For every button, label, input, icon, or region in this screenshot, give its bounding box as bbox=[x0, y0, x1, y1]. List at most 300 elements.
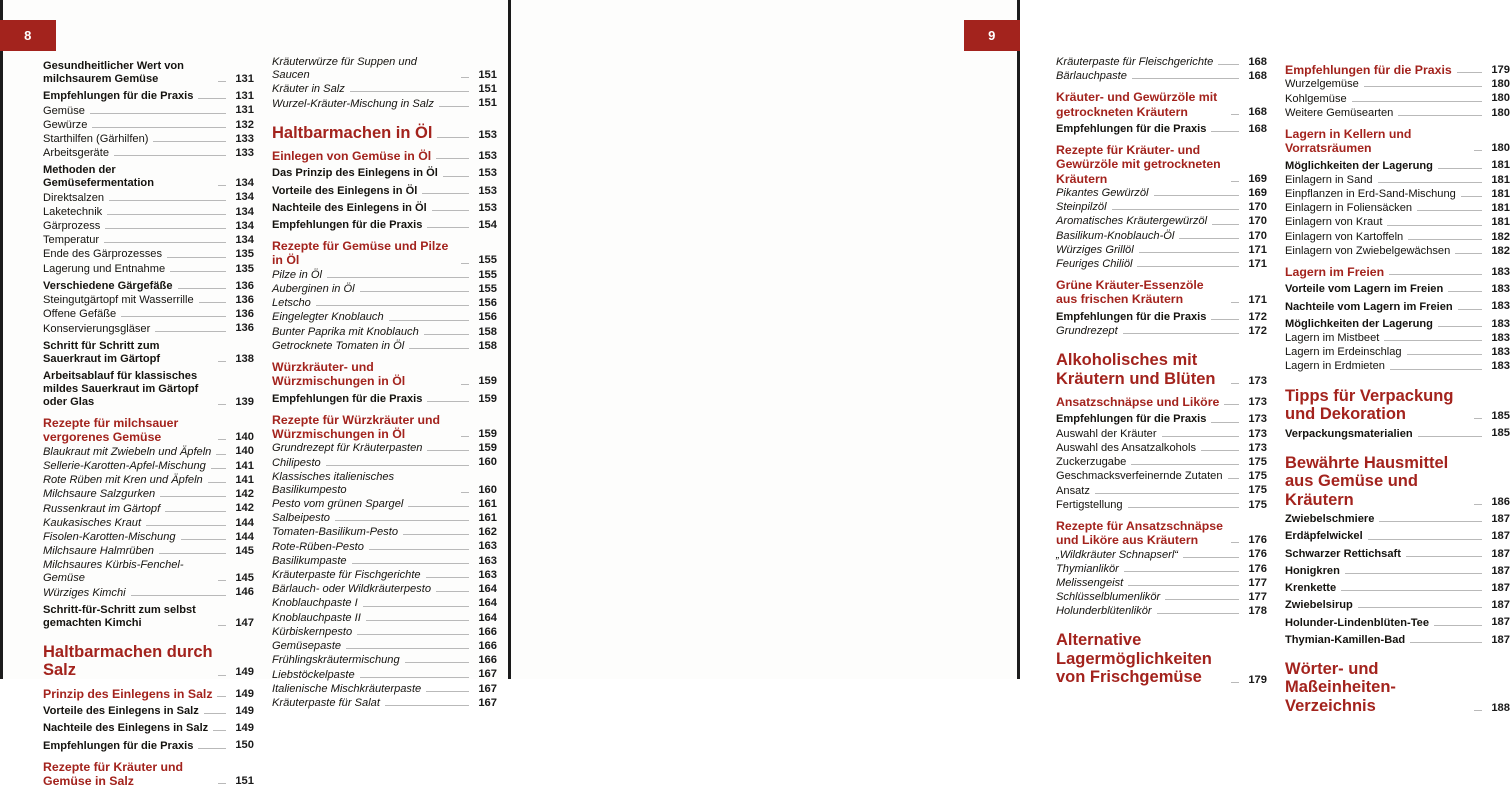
toc-leader-line bbox=[104, 241, 226, 243]
toc-page-number: 167 bbox=[478, 668, 497, 681]
toc-entry-item[interactable] bbox=[1056, 470, 1267, 483]
toc-entry-recipe[interactable] bbox=[272, 668, 497, 681]
toc-leader-line bbox=[1461, 195, 1482, 197]
toc-page-number: 164 bbox=[478, 611, 497, 624]
toc-entry-title: Rezepte für Kräuter und Gemüse in Salz bbox=[43, 759, 184, 788]
toc-entry-section[interactable] bbox=[272, 413, 497, 442]
toc-entry-chapter[interactable] bbox=[43, 643, 254, 680]
toc-entry-title: Rote Rüben mit Kren und Äpfeln bbox=[43, 474, 203, 487]
toc-page-number: 159 bbox=[478, 428, 497, 440]
toc-entry-section[interactable] bbox=[1056, 143, 1267, 186]
toc-entry-sub[interactable] bbox=[1285, 318, 1510, 331]
toc-entry-item[interactable] bbox=[1285, 245, 1510, 258]
toc-leader-line bbox=[1154, 194, 1240, 196]
toc-entry-recipe[interactable] bbox=[272, 442, 497, 455]
toc-page-number: 145 bbox=[235, 572, 254, 585]
toc-entry-recipe[interactable] bbox=[43, 559, 254, 585]
toc-entry-item[interactable] bbox=[1285, 107, 1510, 120]
toc-entry-item[interactable] bbox=[1285, 174, 1510, 187]
toc-entry-recipe[interactable] bbox=[43, 531, 254, 544]
toc-entry-section[interactable] bbox=[43, 760, 254, 789]
toc-page-number: 187 bbox=[1491, 599, 1510, 612]
toc-page-number: 187 bbox=[1491, 581, 1510, 594]
toc-page-number: 163 bbox=[478, 540, 497, 553]
toc-entry-title: Einlegen von Gemüse in Öl bbox=[272, 149, 432, 164]
toc-page-number: 136 bbox=[235, 322, 254, 335]
toc-page-number: 151 bbox=[478, 83, 497, 96]
toc-entry-title: Klassisches italienisches Basilikumpesto bbox=[272, 470, 395, 496]
toc-leader-line bbox=[405, 661, 469, 663]
toc-entry-title: Wurzel-Kräuter-Mischung in Salz bbox=[272, 97, 434, 110]
toc-entry-title: Tipps für Verpackung und Dekoration bbox=[1285, 386, 1454, 423]
toc-entry-recipe[interactable] bbox=[1056, 230, 1267, 243]
toc-entry-sub[interactable] bbox=[1285, 565, 1510, 578]
toc-entry-item[interactable] bbox=[1056, 499, 1267, 512]
toc-entry-sub[interactable] bbox=[43, 90, 254, 103]
toc-entry-recipe[interactable] bbox=[272, 612, 497, 625]
toc-entry-title: Bärlauch- oder Wildkräuterpesto bbox=[272, 583, 431, 596]
toc-leader-line bbox=[218, 360, 226, 362]
toc-leader-line bbox=[360, 290, 469, 292]
toc-entry-sub[interactable] bbox=[1056, 311, 1267, 324]
toc-entry-sub[interactable] bbox=[43, 604, 254, 630]
toc-entry-title: Empfehlungen für die Praxis bbox=[43, 90, 194, 103]
toc-entry-sub[interactable] bbox=[1285, 283, 1510, 296]
toc-entry-sub[interactable] bbox=[1285, 159, 1510, 172]
toc-entry-title: Kräuterpaste für Fischgerichte bbox=[272, 569, 421, 582]
toc-page-number: 135 bbox=[235, 262, 254, 275]
toc-entry-section[interactable] bbox=[272, 149, 497, 163]
toc-entry-title: Rezepte für Würzkräuter und Würzmischungen in Öl bbox=[272, 412, 441, 441]
toc-page-number: 180 bbox=[1491, 92, 1510, 105]
toc-entry-recipe[interactable] bbox=[272, 697, 497, 710]
toc-entry-recipe[interactable] bbox=[272, 512, 497, 525]
toc-entry-recipe[interactable] bbox=[43, 545, 254, 558]
toc-leader-line bbox=[1410, 641, 1482, 643]
toc-entry-sub[interactable] bbox=[1285, 300, 1510, 313]
toc-entry-title: Gemüse bbox=[43, 104, 85, 117]
toc-page-number: 179 bbox=[1248, 673, 1267, 686]
toc-page-number: 131 bbox=[235, 104, 254, 117]
toc-page-number: 186 bbox=[1491, 495, 1510, 508]
toc-entry-title: Lagern im Mistbeet bbox=[1285, 331, 1380, 344]
toc-entry-recipe[interactable] bbox=[272, 471, 497, 497]
toc-page-number: 175 bbox=[1248, 470, 1267, 483]
toc-entry-item[interactable] bbox=[43, 191, 254, 204]
toc-entry-section[interactable] bbox=[1056, 519, 1267, 548]
toc-leader-line bbox=[213, 729, 226, 731]
toc-entry-recipe[interactable] bbox=[272, 56, 497, 82]
toc-leader-line bbox=[352, 562, 469, 564]
toc-entry-title: Basilikum-Knoblauch-Öl bbox=[1056, 229, 1175, 242]
toc-leader-line bbox=[160, 495, 226, 497]
toc-entry-section[interactable] bbox=[43, 687, 254, 701]
toc-entry-item[interactable] bbox=[1056, 484, 1267, 497]
toc-entry-chapter[interactable] bbox=[272, 124, 497, 142]
toc-entry-recipe[interactable] bbox=[272, 498, 497, 511]
toc-entry-recipe[interactable] bbox=[1056, 577, 1267, 590]
toc-entry-recipe[interactable] bbox=[1056, 187, 1267, 200]
toc-leader-line bbox=[461, 262, 469, 264]
toc-entry-recipe[interactable] bbox=[43, 488, 254, 501]
toc-entry-recipe[interactable] bbox=[272, 297, 497, 310]
toc-leader-line bbox=[1438, 167, 1482, 169]
toc-entry-recipe[interactable] bbox=[272, 597, 497, 610]
toc-entry-title: Methoden der Gemüsefermentation bbox=[43, 164, 154, 190]
toc-page-number: 131 bbox=[235, 90, 254, 103]
toc-entry-recipe[interactable] bbox=[272, 640, 497, 653]
toc-entry-sub[interactable] bbox=[272, 202, 497, 215]
toc-page-number: 134 bbox=[235, 191, 254, 204]
toc-entry-section[interactable] bbox=[1056, 90, 1267, 119]
toc-entry-section[interactable] bbox=[1056, 395, 1267, 409]
toc-entry-title: Knoblauchpaste I bbox=[272, 597, 358, 610]
toc-entry-item[interactable] bbox=[1056, 442, 1267, 455]
toc-entry-item[interactable] bbox=[1285, 332, 1510, 345]
toc-entry-recipe[interactable] bbox=[272, 456, 497, 469]
toc-leader-line bbox=[357, 633, 469, 635]
toc-entry-title: Krenkette bbox=[1285, 582, 1337, 595]
toc-entry-title: Kräuterpaste für Fleischgerichte bbox=[1056, 56, 1214, 69]
toc-entry-item[interactable] bbox=[1285, 231, 1510, 244]
toc-entry-recipe[interactable] bbox=[272, 683, 497, 696]
toc-leader-line bbox=[409, 347, 469, 349]
toc-leader-line bbox=[436, 590, 469, 592]
toc-entry-section[interactable] bbox=[272, 360, 497, 389]
toc-entry-recipe[interactable] bbox=[272, 269, 497, 282]
toc-entry-section[interactable] bbox=[1056, 278, 1267, 307]
toc-leader-line bbox=[159, 552, 226, 554]
toc-entry-title: Arbeitsgeräte bbox=[43, 147, 109, 160]
toc-entry-sub[interactable] bbox=[43, 370, 254, 409]
toc-page-number: 169 bbox=[1248, 186, 1267, 199]
toc-entry-title: Zwiebelschmiere bbox=[1285, 513, 1375, 526]
toc-entry-item[interactable] bbox=[1285, 216, 1510, 229]
toc-page-number: 154 bbox=[478, 218, 497, 231]
toc-entry-title: Steinpilzöl bbox=[1056, 201, 1107, 214]
toc-page-number: 168 bbox=[1248, 105, 1267, 118]
toc-entry-title: Letscho bbox=[272, 297, 311, 310]
toc-entry-item[interactable] bbox=[43, 248, 254, 261]
toc-entry-item[interactable] bbox=[43, 119, 254, 132]
toc-entry-chapter[interactable] bbox=[1285, 387, 1510, 424]
toc-entry-sub[interactable] bbox=[1285, 634, 1510, 647]
toc-page-number: 145 bbox=[235, 545, 254, 558]
toc-page-number: 149 bbox=[235, 666, 254, 679]
toc-entry-chapter[interactable] bbox=[1285, 660, 1510, 715]
toc-page-number: 168 bbox=[1248, 56, 1267, 68]
toc-entry-sub[interactable] bbox=[1056, 413, 1267, 426]
toc-leader-line bbox=[1398, 114, 1482, 116]
toc-page-number: 144 bbox=[235, 516, 254, 529]
toc-entry-title: Einlagern in Sand bbox=[1285, 173, 1373, 186]
toc-entry-item[interactable] bbox=[1285, 360, 1510, 373]
toc-page-number: 153 bbox=[478, 150, 497, 163]
toc-entry-title: Schwarzer Rettichsaft bbox=[1285, 547, 1401, 560]
toc-leader-line bbox=[360, 676, 469, 678]
toc-leader-line bbox=[1474, 149, 1482, 151]
toc-entry-section[interactable] bbox=[43, 416, 254, 445]
toc-leader-line bbox=[426, 690, 469, 692]
toc-entry-chapter[interactable] bbox=[1285, 454, 1510, 509]
toc-entry-sub[interactable] bbox=[272, 185, 497, 198]
toc-entry-recipe[interactable] bbox=[1056, 258, 1267, 271]
toc-page-number: 163 bbox=[478, 568, 497, 581]
toc-entry-recipe[interactable] bbox=[272, 569, 497, 582]
toc-leader-line bbox=[92, 126, 226, 128]
toc-entry-sub[interactable] bbox=[1285, 599, 1510, 612]
toc-leader-line bbox=[1457, 71, 1482, 73]
toc-entry-sub[interactable] bbox=[1285, 548, 1510, 561]
toc-page-number: 156 bbox=[478, 311, 497, 324]
toc-entry-sub[interactable] bbox=[272, 219, 497, 232]
toc-entry-sub[interactable] bbox=[1285, 616, 1510, 629]
toc-entry-recipe[interactable] bbox=[272, 626, 497, 639]
toc-leader-line bbox=[427, 226, 469, 228]
toc-entry-sub[interactable] bbox=[1285, 582, 1510, 595]
toc-entry-item[interactable] bbox=[1056, 428, 1267, 441]
toc-entry-item[interactable] bbox=[1285, 78, 1510, 91]
toc-entry-sub[interactable] bbox=[43, 164, 254, 190]
toc-entry-recipe[interactable] bbox=[1056, 563, 1267, 576]
toc-leader-line bbox=[216, 453, 226, 455]
toc-page-number: 170 bbox=[1248, 215, 1267, 228]
toc-entry-title: Prinzip des Einlegens in Salz bbox=[43, 686, 213, 701]
toc-leader-line bbox=[1095, 492, 1239, 494]
toc-entry-recipe[interactable] bbox=[43, 586, 254, 599]
toc-entry-recipe[interactable] bbox=[1056, 548, 1267, 561]
toc-leader-line bbox=[1358, 606, 1482, 608]
toc-entry-item[interactable] bbox=[43, 220, 254, 233]
toc-entry-sub[interactable] bbox=[1285, 513, 1510, 526]
toc-entry-recipe[interactable] bbox=[272, 340, 497, 353]
toc-entry-section[interactable] bbox=[1285, 265, 1510, 279]
toc-entry-title: Kräuterpaste für Salat bbox=[272, 697, 380, 710]
toc-page-number: 173 bbox=[1248, 374, 1267, 387]
toc-leader-line bbox=[107, 213, 226, 215]
toc-entry-item[interactable] bbox=[43, 322, 254, 335]
toc-leader-line bbox=[155, 330, 226, 332]
toc-entry-title: Empfehlungen für die Praxis bbox=[1056, 310, 1207, 323]
toc-entry-recipe[interactable] bbox=[1056, 244, 1267, 257]
toc-entry-title: Grundrezept für Kräuterpasten bbox=[272, 442, 423, 455]
toc-leader-line bbox=[1364, 85, 1482, 87]
toc-entry-item[interactable] bbox=[43, 147, 254, 160]
toc-page-number: 177 bbox=[1248, 591, 1267, 604]
toc-entry-recipe[interactable] bbox=[272, 555, 497, 568]
toc-page-number: 181 bbox=[1491, 187, 1510, 200]
toc-leader-line bbox=[389, 319, 469, 321]
toc-entry-title: Empfehlungen für die Praxis bbox=[272, 392, 423, 405]
toc-entry-recipe[interactable] bbox=[272, 540, 497, 553]
toc-entry-title: Bewährte Hausmittel aus Gemüse und Kräutern bbox=[1285, 453, 1449, 509]
toc-entry-title: Steingutgärtopf mit Wasserrille bbox=[43, 294, 194, 307]
folio-badge-left: 8 bbox=[0, 20, 56, 51]
toc-entry-item[interactable] bbox=[1285, 202, 1510, 215]
toc-entry-title: Pikantes Gewürzöl bbox=[1056, 187, 1149, 200]
toc-page-number: 183 bbox=[1491, 300, 1510, 313]
toc-entry-sub[interactable] bbox=[272, 167, 497, 180]
toc-entry-recipe[interactable] bbox=[1056, 605, 1267, 618]
toc-page-number: 176 bbox=[1248, 548, 1267, 561]
toc-entry-recipe[interactable] bbox=[43, 445, 254, 458]
toc-entry-sub[interactable] bbox=[43, 722, 254, 735]
toc-leader-line bbox=[408, 505, 469, 507]
toc-leader-line bbox=[1474, 709, 1482, 711]
toc-entry-recipe[interactable] bbox=[272, 83, 497, 96]
toc-page-number: 132 bbox=[235, 118, 254, 131]
toc-page-number: 170 bbox=[1248, 201, 1267, 214]
toc-entry-item[interactable] bbox=[1285, 92, 1510, 105]
toc-entry-recipe[interactable] bbox=[1056, 325, 1267, 338]
toc-leader-line bbox=[432, 209, 469, 211]
toc-page-number: 181 bbox=[1491, 159, 1510, 172]
toc-entry-recipe[interactable] bbox=[43, 460, 254, 473]
toc-entry-title: Schlüsselblumenlikör bbox=[1056, 591, 1161, 604]
toc-page-number: 147 bbox=[235, 616, 254, 629]
toc-leader-line bbox=[1218, 63, 1239, 65]
toc-entry-title: Gewürze bbox=[43, 118, 88, 131]
toc-leader-line bbox=[121, 315, 226, 317]
toc-entry-recipe[interactable] bbox=[272, 583, 497, 596]
toc-leader-line bbox=[198, 747, 226, 749]
toc-entry-sub[interactable] bbox=[1285, 530, 1510, 543]
toc-entry-title: Rezepte für milchsauer vergorenes Gemüse bbox=[43, 415, 179, 445]
toc-leader-line bbox=[1378, 181, 1482, 183]
toc-leader-line bbox=[218, 403, 226, 405]
toc-entry-recipe[interactable] bbox=[272, 97, 497, 110]
toc-entry-recipe[interactable] bbox=[1056, 70, 1267, 83]
toc-entry-title: Basilikumpaste bbox=[272, 554, 347, 567]
toc-entry-item[interactable] bbox=[1285, 346, 1510, 359]
toc-entry-recipe[interactable] bbox=[272, 526, 497, 539]
toc-entry-item[interactable] bbox=[43, 234, 254, 247]
toc-page-number: 142 bbox=[235, 502, 254, 515]
toc-entry-section[interactable] bbox=[272, 239, 497, 268]
toc-entry-sub[interactable] bbox=[43, 739, 254, 752]
toc-entry-recipe[interactable] bbox=[43, 474, 254, 487]
toc-entry-title: Empfehlungen für die Praxis bbox=[1056, 413, 1207, 426]
toc-page-number: 134 bbox=[235, 234, 254, 247]
toc-entry-title: Melissengeist bbox=[1056, 576, 1124, 589]
toc-entry-title: Haltbarmachen durch Salz bbox=[43, 642, 213, 680]
toc-entry-title: Haltbarmachen in Öl bbox=[272, 123, 433, 142]
toc-page-number: 140 bbox=[235, 431, 254, 444]
toc-entry-recipe[interactable] bbox=[1056, 201, 1267, 214]
toc-page-number: 162 bbox=[478, 526, 497, 539]
toc-entry-title: Salbeipesto bbox=[272, 512, 330, 525]
toc-leader-line bbox=[167, 256, 226, 258]
toc-page-number: 181 bbox=[1491, 216, 1510, 229]
toc-leader-line bbox=[366, 619, 469, 621]
toc-entry-title: Würziges Kimchi bbox=[43, 586, 126, 599]
toc-entry-title: Geschmacksverfeinernde Zutaten bbox=[1056, 470, 1223, 483]
toc-entry-recipe[interactable] bbox=[272, 283, 497, 296]
toc-entry-recipe[interactable] bbox=[43, 502, 254, 515]
toc-entry-item[interactable] bbox=[43, 133, 254, 146]
toc-entry-title: Frühlingskräutermischung bbox=[272, 654, 400, 667]
toc-entry-title: Pesto vom grünen Spargel bbox=[272, 497, 404, 510]
toc-page-number: 176 bbox=[1248, 562, 1267, 575]
toc-entry-item[interactable] bbox=[1056, 456, 1267, 469]
toc-entry-sub[interactable] bbox=[43, 60, 254, 86]
toc-entry-item[interactable] bbox=[43, 263, 254, 276]
toc-page-number: 187 bbox=[1491, 616, 1510, 629]
toc-entry-item[interactable] bbox=[43, 308, 254, 321]
toc-leader-line bbox=[1231, 541, 1239, 543]
toc-leader-line bbox=[218, 624, 226, 626]
toc-leader-line bbox=[422, 192, 469, 194]
toc-entry-title: Würziges Grillöl bbox=[1056, 243, 1134, 256]
toc-entry-section[interactable] bbox=[1285, 63, 1510, 77]
toc-entry-title: Nachteile vom Lagern im Freien bbox=[1285, 300, 1453, 313]
toc-entry-chapter[interactable] bbox=[1056, 631, 1267, 686]
toc-page-number: 180 bbox=[1491, 78, 1510, 91]
toc-entry-recipe[interactable] bbox=[272, 311, 497, 324]
toc-entry-sub[interactable] bbox=[1056, 123, 1267, 136]
toc-entry-title: Lagern in Kellern und Vorratsräumen bbox=[1285, 126, 1412, 156]
toc-leader-line bbox=[109, 199, 226, 201]
toc-entry-item[interactable] bbox=[43, 104, 254, 117]
toc-page-number: 178 bbox=[1248, 605, 1267, 618]
toc-entry-title: Ende des Gärprozesses bbox=[43, 248, 163, 261]
page-left bbox=[3, 0, 508, 788]
toc-leader-line bbox=[1379, 520, 1482, 522]
toc-entry-recipe[interactable] bbox=[272, 326, 497, 339]
toc-entry-recipe[interactable] bbox=[1056, 591, 1267, 604]
toc-entry-sub[interactable] bbox=[272, 393, 497, 406]
toc-entry-recipe[interactable] bbox=[43, 517, 254, 530]
toc-entry-recipe[interactable] bbox=[1056, 56, 1267, 69]
toc-entry-item[interactable] bbox=[43, 206, 254, 219]
toc-entry-title: Feuriges Chiliöl bbox=[1056, 258, 1133, 271]
toc-entry-sub[interactable] bbox=[43, 280, 254, 293]
toc-entry-sub[interactable] bbox=[1285, 427, 1510, 440]
toc-entry-chapter[interactable] bbox=[1056, 351, 1267, 388]
toc-leader-line bbox=[327, 276, 469, 278]
toc-page-number: 187 bbox=[1491, 564, 1510, 577]
toc-entry-section[interactable] bbox=[1285, 127, 1510, 156]
toc-entry-title: Würzkräuter- und Würzmischungen in Öl bbox=[272, 360, 406, 389]
toc-entry-item[interactable] bbox=[1285, 188, 1510, 201]
toc-leader-line bbox=[218, 184, 226, 186]
toc-entry-title: Rezepte für Ansatzschnäpse und Liköre aus Kräutern bbox=[1056, 518, 1223, 548]
toc-entry-title: Kräuterwürze für Suppen und Saucen bbox=[272, 56, 417, 82]
toc-page-number: 149 bbox=[235, 722, 254, 735]
toc-entry-recipe[interactable] bbox=[272, 654, 497, 667]
toc-leader-line bbox=[424, 333, 469, 335]
toc-leader-line bbox=[1132, 77, 1239, 79]
toc-page-number: 163 bbox=[478, 554, 497, 567]
toc-entry-sub[interactable] bbox=[43, 705, 254, 718]
toc-page-number: 151 bbox=[478, 68, 497, 81]
toc-entry-title: Blaukraut mit Zwiebeln und Äpfeln bbox=[43, 445, 212, 458]
toc-entry-title: Fisolen-Karotten-Mischung bbox=[43, 530, 176, 543]
toc-page-number: 173 bbox=[1248, 427, 1267, 440]
toc-entry-sub[interactable] bbox=[43, 340, 254, 366]
toc-leader-line bbox=[218, 579, 226, 581]
toc-leader-line bbox=[1417, 209, 1482, 211]
toc-entry-title: Direktsalzen bbox=[43, 191, 105, 204]
toc-entry-title: Einlagern in Foliensäcken bbox=[1285, 202, 1413, 215]
toc-page-number: 156 bbox=[478, 297, 497, 310]
toc-page-number: 151 bbox=[235, 774, 254, 787]
toc-page-number: 141 bbox=[235, 459, 254, 472]
toc-entry-title: Einlagern von Zwiebelgewächsen bbox=[1285, 244, 1451, 257]
toc-entry-recipe[interactable] bbox=[1056, 215, 1267, 228]
toc-entry-item[interactable] bbox=[43, 294, 254, 307]
toc-leader-line bbox=[1201, 449, 1239, 451]
